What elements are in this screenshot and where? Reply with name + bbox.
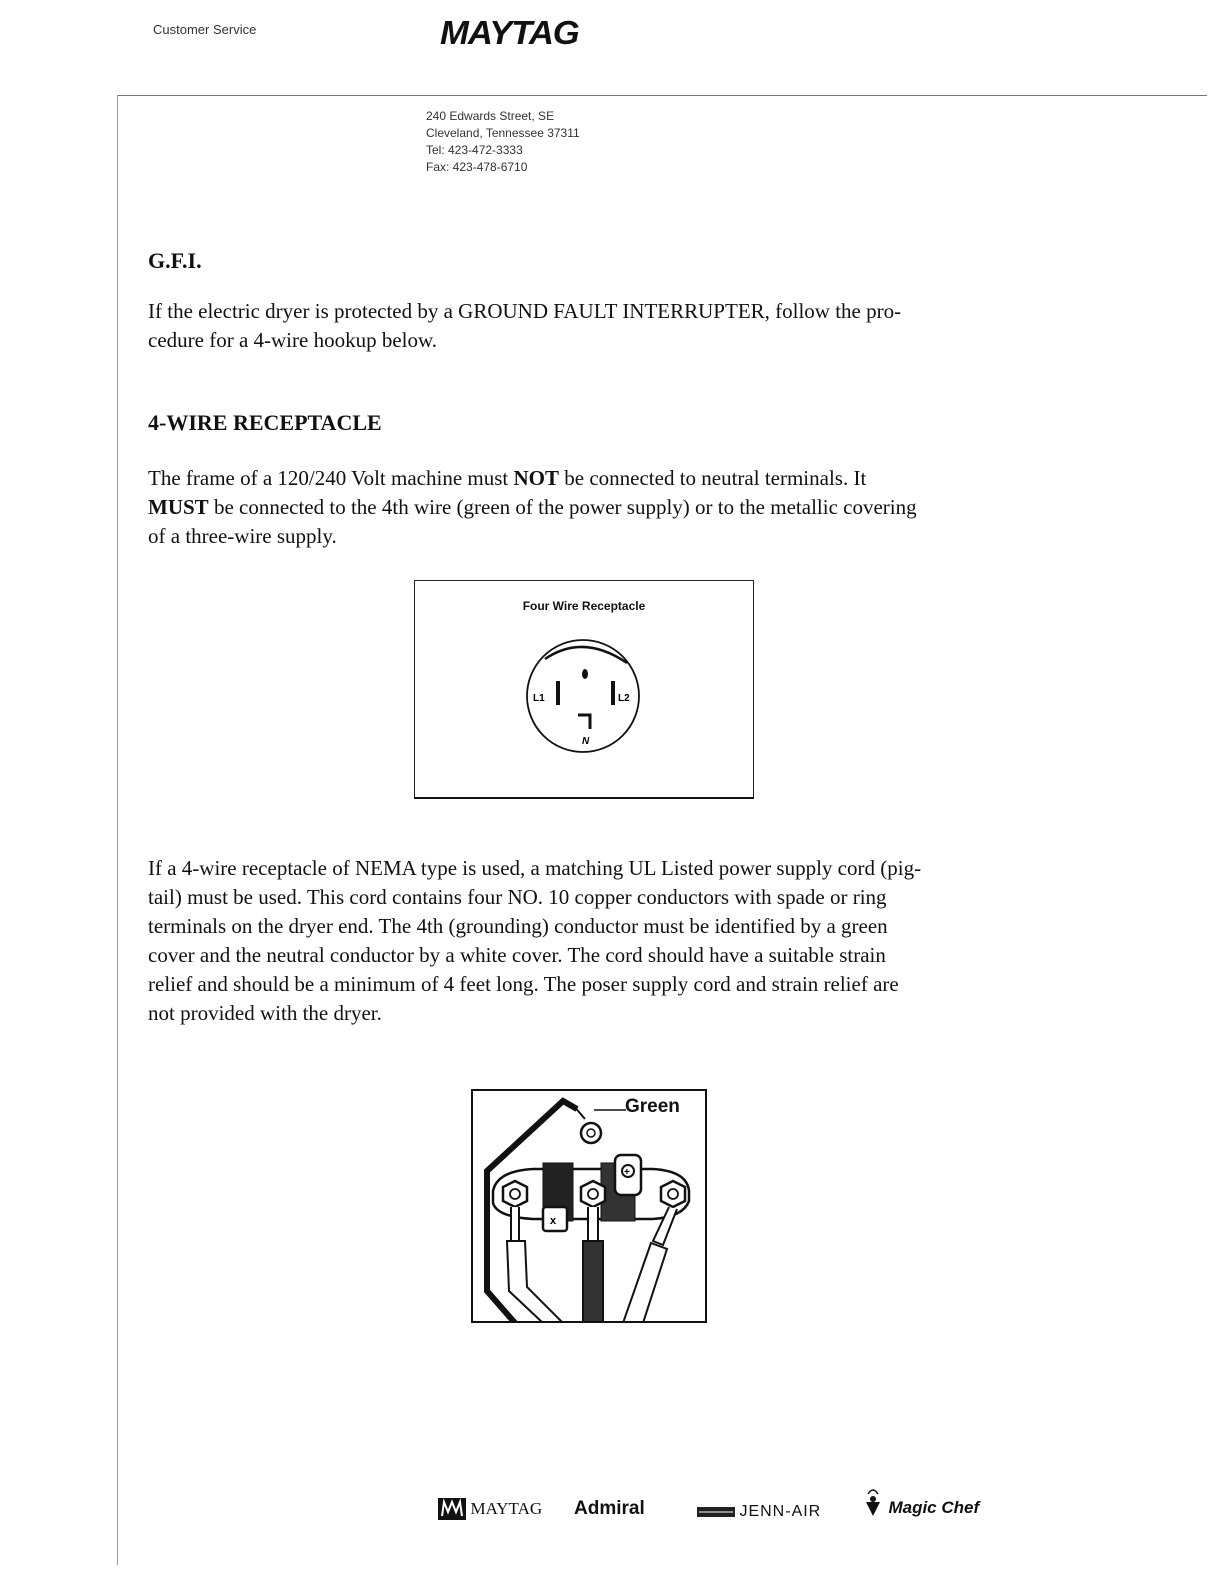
brand-maytag: MAYTAG bbox=[438, 1498, 542, 1520]
address-fax: Fax: 423-478-6710 bbox=[426, 160, 528, 174]
ground-slot bbox=[582, 669, 588, 679]
four-wire-receptacle-figure bbox=[414, 580, 754, 799]
receptacle-diagram bbox=[415, 581, 753, 797]
label-n: N bbox=[582, 736, 590, 747]
gfi-paragraph bbox=[148, 297, 1058, 355]
spade-center bbox=[588, 1207, 598, 1241]
gfi-line-2: cedure for a 4-wire hookup below. bbox=[148, 328, 438, 352]
figure-title: Four Wire Receptacle bbox=[522, 599, 646, 613]
label-l1: L1 bbox=[533, 693, 545, 704]
four-wire-paragraph bbox=[148, 464, 1058, 551]
brand-magic-chef: Magic Chef bbox=[862, 1488, 979, 1518]
address-block bbox=[426, 108, 580, 176]
cord-line: terminals on the dryer end. The 4th (grounding) conductor must be identified by a green bbox=[148, 914, 888, 938]
cord-line: not provided with the dryer. bbox=[148, 1001, 382, 1025]
four-wire-line-3: of a three-wire supply. bbox=[148, 524, 337, 548]
maytag-logo: MAYTAG bbox=[440, 14, 579, 51]
green-leader-line bbox=[594, 1106, 626, 1114]
brand-jenn-air: JENN-AIR bbox=[697, 1503, 821, 1521]
cord-line: tail) must be used. This cord contains four NO. 10 copper conductors with spade or ring bbox=[148, 885, 887, 909]
terminal-block-figure bbox=[471, 1089, 707, 1323]
label-l2: L2 bbox=[618, 693, 630, 704]
gfi-heading: G.F.I. bbox=[148, 248, 202, 273]
wire-left bbox=[507, 1241, 563, 1321]
header-rule bbox=[117, 95, 1207, 96]
jenn-air-mark-icon bbox=[697, 1507, 735, 1517]
svg-text:+: + bbox=[624, 1167, 630, 1178]
four-wire-line-1: The frame of a 120/240 Volt machine must NOT be connected to neutral terminals. It bbox=[148, 466, 867, 490]
brand-admiral: Admiral bbox=[574, 1498, 645, 1519]
spade-left bbox=[511, 1207, 519, 1241]
margin-rule bbox=[117, 95, 118, 1565]
svg-text:x: x bbox=[550, 1215, 557, 1227]
cord-paragraph bbox=[148, 854, 1068, 1028]
four-wire-heading: 4-WIRE RECEPTACLE bbox=[148, 410, 382, 435]
slot-neutral bbox=[578, 715, 590, 729]
wire-right bbox=[623, 1243, 667, 1321]
slot-l1 bbox=[556, 681, 560, 705]
terminal-block-diagram bbox=[473, 1091, 705, 1321]
chef-hat-icon bbox=[862, 1488, 884, 1518]
customer-service-label: Customer Service bbox=[153, 22, 257, 37]
ground-ring-terminal bbox=[581, 1123, 601, 1143]
green-label: Green bbox=[625, 1096, 680, 1117]
cord-line: If a 4-wire receptacle of NEMA type is used, a matching UL Listed power supply cord (pig- bbox=[148, 856, 922, 880]
gfi-line-1: If the electric dryer is protected by a GROUND FAULT INTERRUPTER, follow the pro- bbox=[148, 299, 902, 323]
four-wire-line-2: MUST be connected to the 4th wire (green of the power supply) or to the metallic covering bbox=[148, 495, 917, 519]
terminal-nut-left bbox=[503, 1181, 527, 1207]
slot-l2 bbox=[611, 681, 615, 705]
cord-line: cover and the neutral conductor by a white cover. The cord should have a suitable strain bbox=[148, 943, 886, 967]
cord-line: relief and should be a minimum of 4 feet long. The poser supply cord and strain relief are bbox=[148, 972, 899, 996]
terminal-nut-center bbox=[581, 1181, 605, 1207]
address-street: 240 Edwards Street, SE bbox=[426, 109, 555, 123]
address-tel: Tel: 423-472-3333 bbox=[426, 143, 523, 157]
wire-center bbox=[583, 1241, 603, 1321]
maytag-mark-icon bbox=[438, 1498, 466, 1520]
address-city: Cleveland, Tennessee 37311 bbox=[426, 126, 580, 140]
terminal-nut-right bbox=[661, 1181, 685, 1207]
